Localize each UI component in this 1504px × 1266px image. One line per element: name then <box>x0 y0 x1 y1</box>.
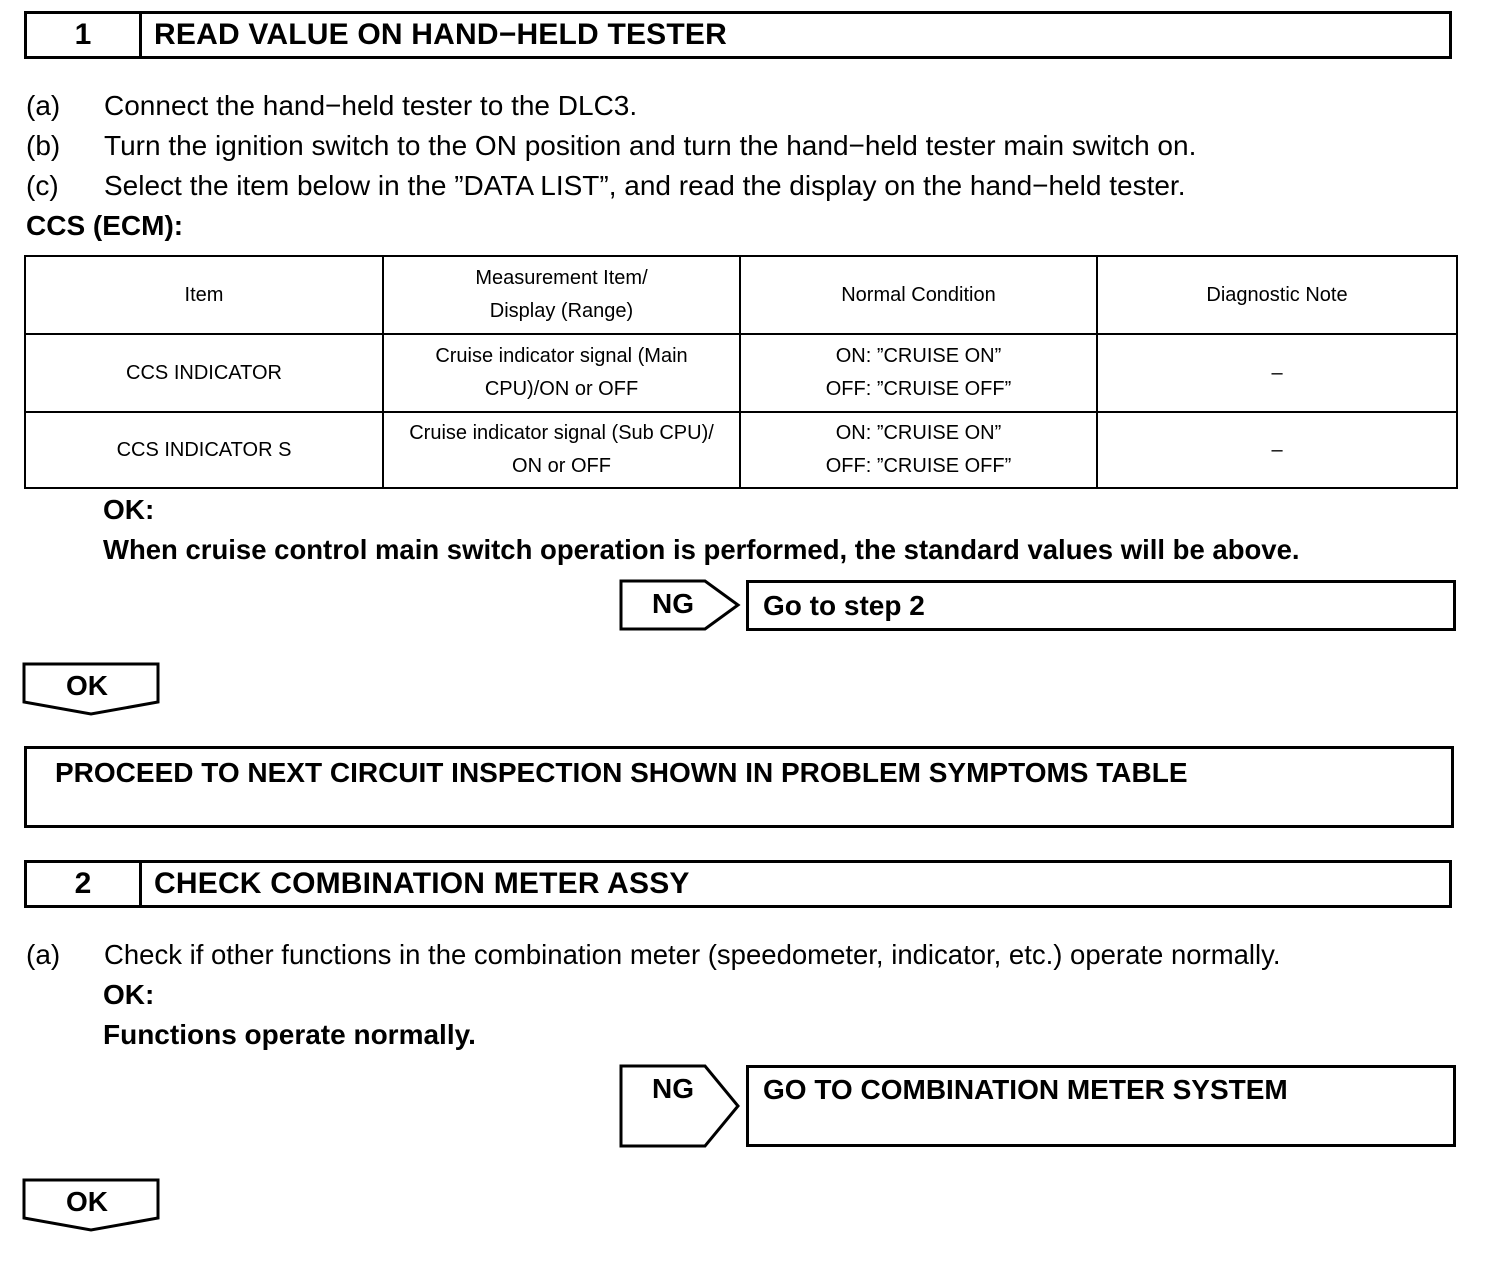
cell-item: CCS INDICATOR <box>25 334 383 412</box>
header-normal-condition: Normal Condition <box>740 256 1097 334</box>
instruction-label: (a) <box>26 939 61 970</box>
cell-measurement <box>383 334 740 412</box>
cell-measurement-line1: Cruise indicator signal (Sub CPU)/ <box>409 422 714 444</box>
instruction-text: Connect the hand−held tester to the DLC3. <box>104 90 638 121</box>
ng-label: NG <box>652 1073 694 1104</box>
step-1-number: 1 <box>27 14 142 56</box>
header-measurement-line2: Display (Range) <box>489 300 634 322</box>
instruction-text: Select the item below in the ”DATA LIST”, and read the display on the hand−held tester. <box>104 170 1186 201</box>
cell-normal-line2: OFF: ”CRUISE OFF” <box>825 455 1012 477</box>
cell-normal-line1: ON: ”CRUISE ON” <box>835 422 1002 444</box>
step-2-title: CHECK COMBINATION METER ASSY <box>154 867 690 900</box>
step-1-title: READ VALUE ON HAND−HELD TESTER <box>154 18 727 51</box>
ok-label: OK <box>66 1186 108 1217</box>
ng-label: NG <box>652 588 694 619</box>
cell-item: CCS INDICATOR S <box>25 412 383 488</box>
ok-criteria-text: When cruise control main switch operation is performed, the standard values will be above. <box>103 534 1300 565</box>
instruction-label: (c) <box>26 170 59 201</box>
table-header-row <box>25 256 1457 334</box>
data-list-table <box>24 255 1458 489</box>
step-1-header <box>24 11 1452 59</box>
instruction-text: Check if other functions in the combination meter (speedometer, indicator, etc.) operate normally. <box>104 939 1281 970</box>
proceed-box: PROCEED TO NEXT CIRCUIT INSPECTION SHOWN IN PROBLEM SYMPTOMS TABLE <box>24 746 1454 828</box>
ng-result-box: Go to step 2 <box>746 580 1456 631</box>
step-2-number: 2 <box>27 863 142 905</box>
instruction-label: (a) <box>26 90 61 121</box>
cell-measurement-line2: CPU)/ON or OFF <box>484 378 639 400</box>
ok-label: OK <box>66 670 108 701</box>
cell-diagnostic-note: – <box>1097 412 1457 488</box>
ok-heading: OK: <box>103 494 155 525</box>
instruction-label: (b) <box>26 130 61 161</box>
step-2-header <box>24 860 1452 908</box>
cell-normal-line1: ON: ”CRUISE ON” <box>835 345 1002 367</box>
header-item: Item <box>25 256 383 334</box>
table-row <box>25 412 1457 488</box>
cell-normal-condition <box>740 412 1097 488</box>
header-measurement-line1: Measurement Item/ <box>475 267 648 289</box>
header-measurement <box>383 256 740 334</box>
cell-measurement-line1: Cruise indicator signal (Main <box>435 345 688 367</box>
cell-diagnostic-note: – <box>1097 334 1457 412</box>
cell-measurement <box>383 412 740 488</box>
instruction-text: Turn the ignition switch to the ON position and turn the hand−held tester main switch on. <box>104 130 1197 161</box>
cell-normal-condition <box>740 334 1097 412</box>
table-subheading: CCS (ECM): <box>26 210 184 241</box>
cell-normal-line2: OFF: ”CRUISE OFF” <box>825 378 1012 400</box>
table-row <box>25 334 1457 412</box>
ng-result-box: GO TO COMBINATION METER SYSTEM <box>746 1065 1456 1147</box>
ok-criteria-text: Functions operate normally. <box>103 1019 476 1050</box>
ok-heading: OK: <box>103 979 155 1010</box>
header-diagnostic-note: Diagnostic Note <box>1097 256 1457 334</box>
cell-measurement-line2: ON or OFF <box>512 455 611 477</box>
